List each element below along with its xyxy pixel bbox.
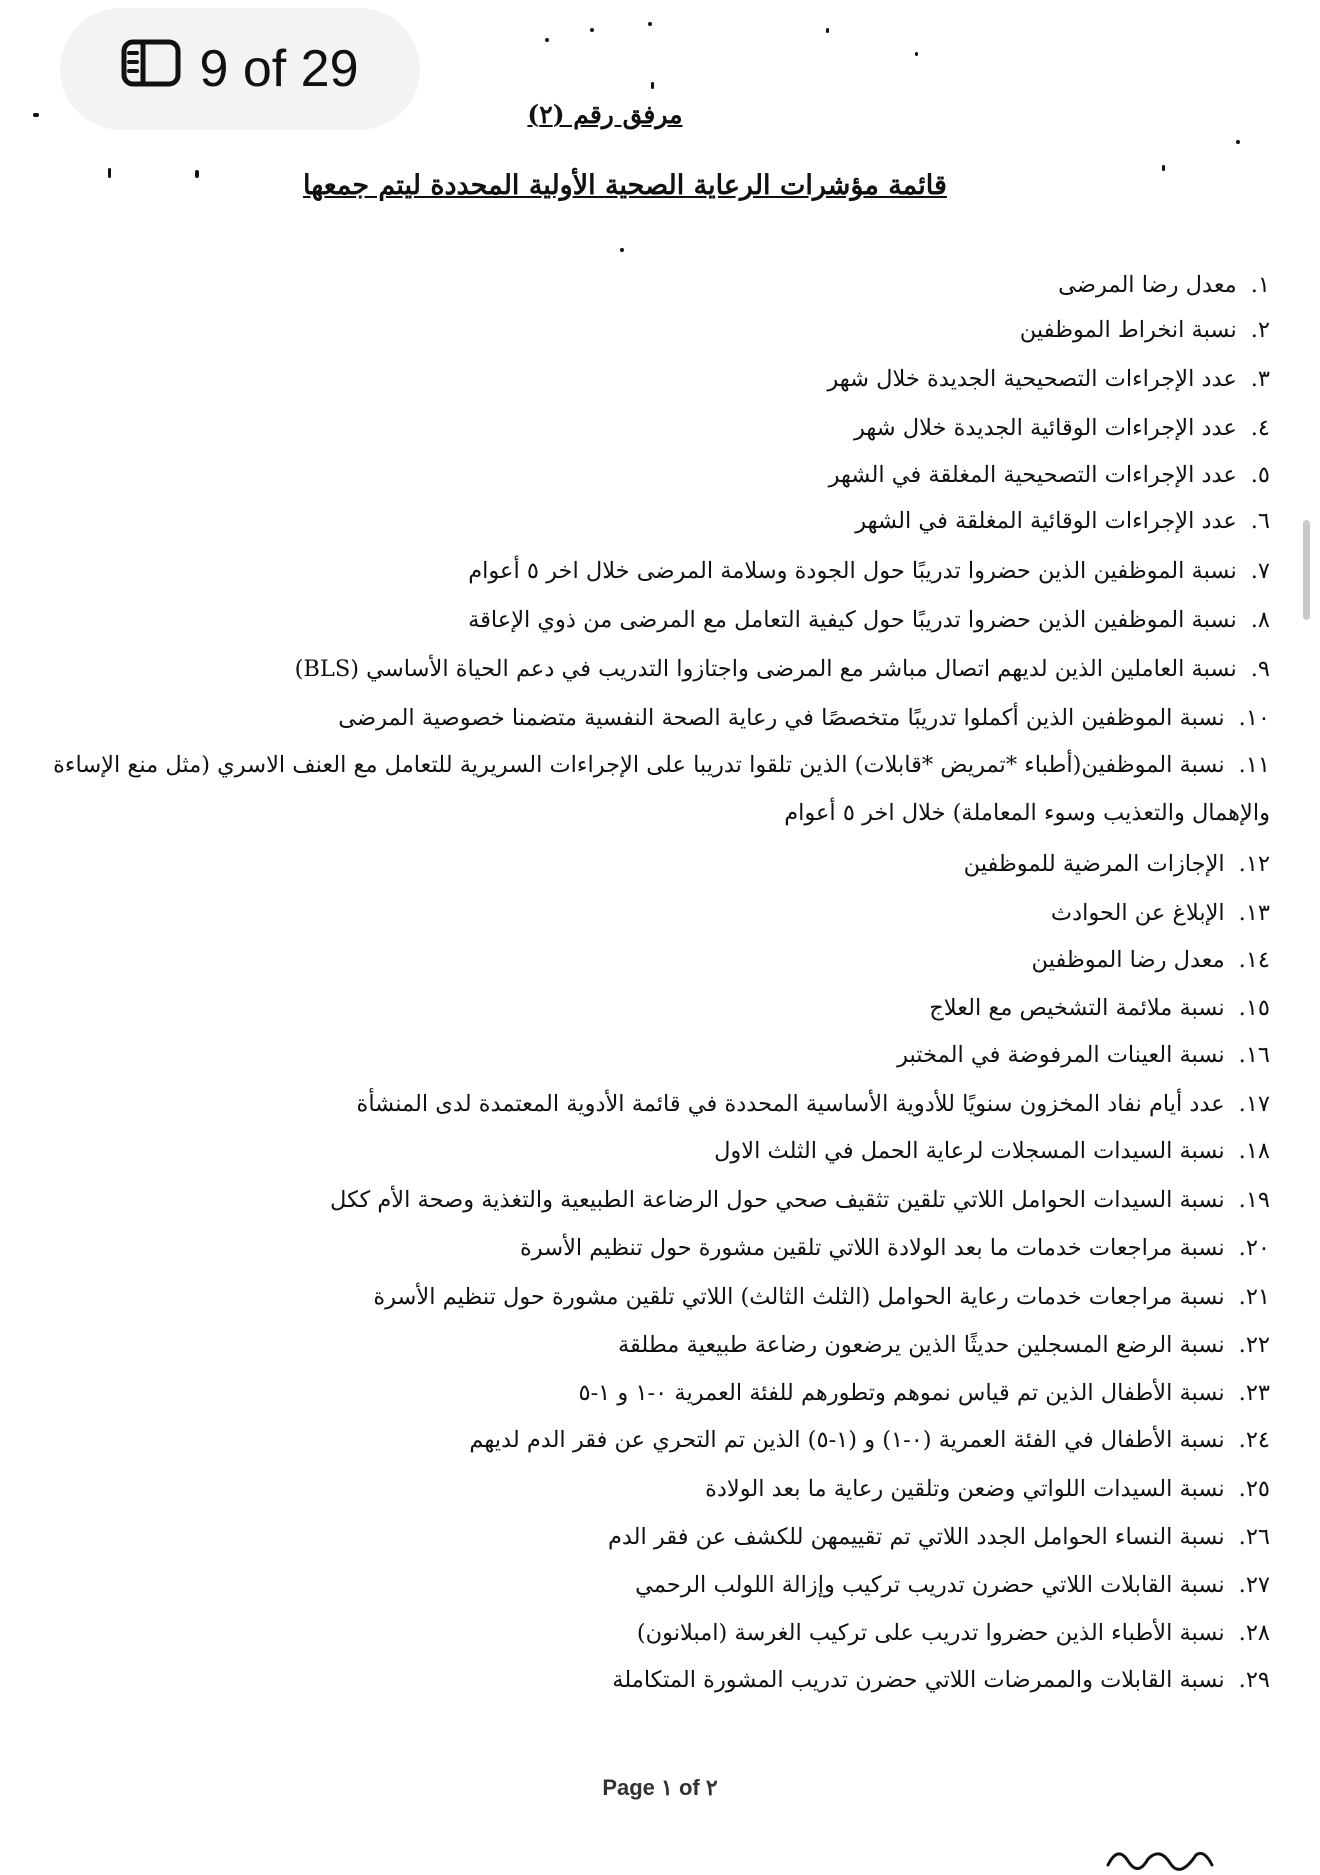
scan-speck	[648, 22, 652, 26]
scan-speck	[915, 52, 918, 56]
list-item: ٣.عدد الإجراءات التصحيحية الجديدة خلال شهر	[827, 366, 1270, 392]
list-item: ٢٢.نسبة الرضع المسجلين حديثًا الذين يرضعون رضاعة طبيعية مطلقة	[617, 1332, 1270, 1358]
list-item: ١١.نسبة الموظفين(أطباء *تمريض *قابلات) الذين تلقوا تدريبا على الإجراءات السريرية للتعامل مع العنف الاسري (مثل منع الإساءة والإهمال والتعذيب وسوء المعاملة) خلال اخر ٥ أعوام	[53, 752, 1270, 826]
list-item: ٢٨.نسبة الأطباء الذين حضروا تدريب على تركيب الغرسة (امبلانون)	[636, 1620, 1270, 1646]
list-item: ٢٠.نسبة مراجعات خدمات ما بعد الولادة اللاتي تلقين مشورة حول تنظيم الأسرة	[520, 1235, 1270, 1261]
list-item: ٧.نسبة الموظفين الذين حضروا تدريبًا حول الجودة وسلامة المرضى خلال اخر ٥ أعوام	[468, 558, 1270, 584]
page-counter-text: 9 of 29	[199, 40, 359, 98]
scan-speck	[826, 28, 829, 33]
document-title: قائمة مؤشرات الرعاية الصحية الأولية المحددة ليتم جمعها	[303, 170, 947, 201]
list-item: ١٤.معدل رضا الموظفين	[1031, 947, 1270, 973]
list-item: ١.معدل رضا المرضى	[1058, 272, 1270, 298]
annex-label: مرفق رقم (٢)	[527, 100, 683, 129]
scan-speck	[620, 248, 624, 252]
list-item: ٩.نسبة العاملين الذين لديهم اتصال مباشر مع المرضى واجتازوا التدريب في دعم الحياة الأساسي (BLS)	[294, 656, 1270, 682]
list-item: ٢٦.نسبة النساء الحوامل الجدد اللاتي تم تقييمهن للكشف عن فقر الدم	[607, 1524, 1270, 1550]
scan-speck	[1236, 140, 1240, 144]
scrollbar-thumb[interactable]	[1303, 520, 1310, 620]
list-item: ١٣.الإبلاغ عن الحوادث	[1050, 900, 1270, 926]
scan-speck	[195, 170, 199, 178]
list-item: ٢.نسبة انخراط الموظفين	[1019, 317, 1270, 343]
list-item: ١٨.نسبة السيدات المسجلات لرعاية الحمل في الثلث الاول	[714, 1138, 1270, 1164]
list-item: ٢٩.نسبة القابلات والممرضات اللاتي حضرن تدريب المشورة المتكاملة	[612, 1667, 1270, 1693]
sidebar-icon	[121, 39, 181, 100]
page-footer: Page ١ of ٢	[602, 1775, 718, 1800]
signature-scribble	[1100, 1835, 1220, 1875]
list-item: ٢١.نسبة مراجعات خدمات رعاية الحوامل (الثلث الثالث) اللاتي تلقين مشورة حول تنظيم الأسرة	[373, 1284, 1270, 1310]
list-item: ٥.عدد الإجراءات التصحيحية المغلقة في الشهر	[828, 462, 1270, 488]
list-item: ٨.نسبة الموظفين الذين حضروا تدريبًا حول كيفية التعامل مع المرضى من ذوي الإعاقة	[468, 607, 1270, 633]
scan-speck	[651, 82, 654, 89]
scan-speck	[545, 38, 549, 42]
list-item: ٢٣.نسبة الأطفال الذين تم قياس نموهم وتطورهم للفئة العمرية ٠-١ و ١-٥	[578, 1380, 1270, 1406]
list-item: ٢٧.نسبة القابلات اللاتي حضرن تدريب تركيب وإزالة اللولب الرحمي	[635, 1572, 1270, 1598]
list-item: ١٢.الإجازات المرضية للموظفين	[963, 851, 1270, 877]
page-counter-badge[interactable]	[60, 8, 420, 130]
scan-speck	[1162, 165, 1165, 171]
list-item: ١٧.عدد أيام نفاد المخزون سنويًا للأدوية الأساسية المحددة في قائمة الأدوية المعتمدة لدى المنشأة	[356, 1091, 1270, 1117]
list-item: ٤.عدد الإجراءات الوقائية الجديدة خلال شهر	[853, 415, 1270, 441]
list-item: ٦.عدد الإجراءات الوقائية المغلقة في الشهر	[855, 508, 1270, 534]
scan-speck	[108, 168, 111, 178]
list-item: ٢٤.نسبة الأطفال في الفئة العمرية (٠-١) و (١-٥) الذين تم التحري عن فقر الدم لديهم	[469, 1427, 1270, 1453]
scan-speck	[590, 28, 594, 32]
list-item: ١٦.نسبة العينات المرفوضة في المختبر	[897, 1042, 1270, 1068]
list-item: ٢٥.نسبة السيدات اللواتي وضعن وتلقين رعاية ما بعد الولادة	[705, 1476, 1270, 1502]
scan-speck	[33, 113, 39, 117]
list-item: ١٥.نسبة ملائمة التشخيص مع العلاج	[929, 995, 1270, 1021]
list-item: ١٩.نسبة السيدات الحوامل اللاتي تلقين تثقيف صحي حول الرضاعة الطبيعية والتغذية وصحة الأم ككل	[330, 1187, 1270, 1213]
list-item: ١٠.نسبة الموظفين الذين أكملوا تدريبًا متخصصًا في رعاية الصحة النفسية متضمنا خصوصية المرضى	[338, 705, 1270, 731]
